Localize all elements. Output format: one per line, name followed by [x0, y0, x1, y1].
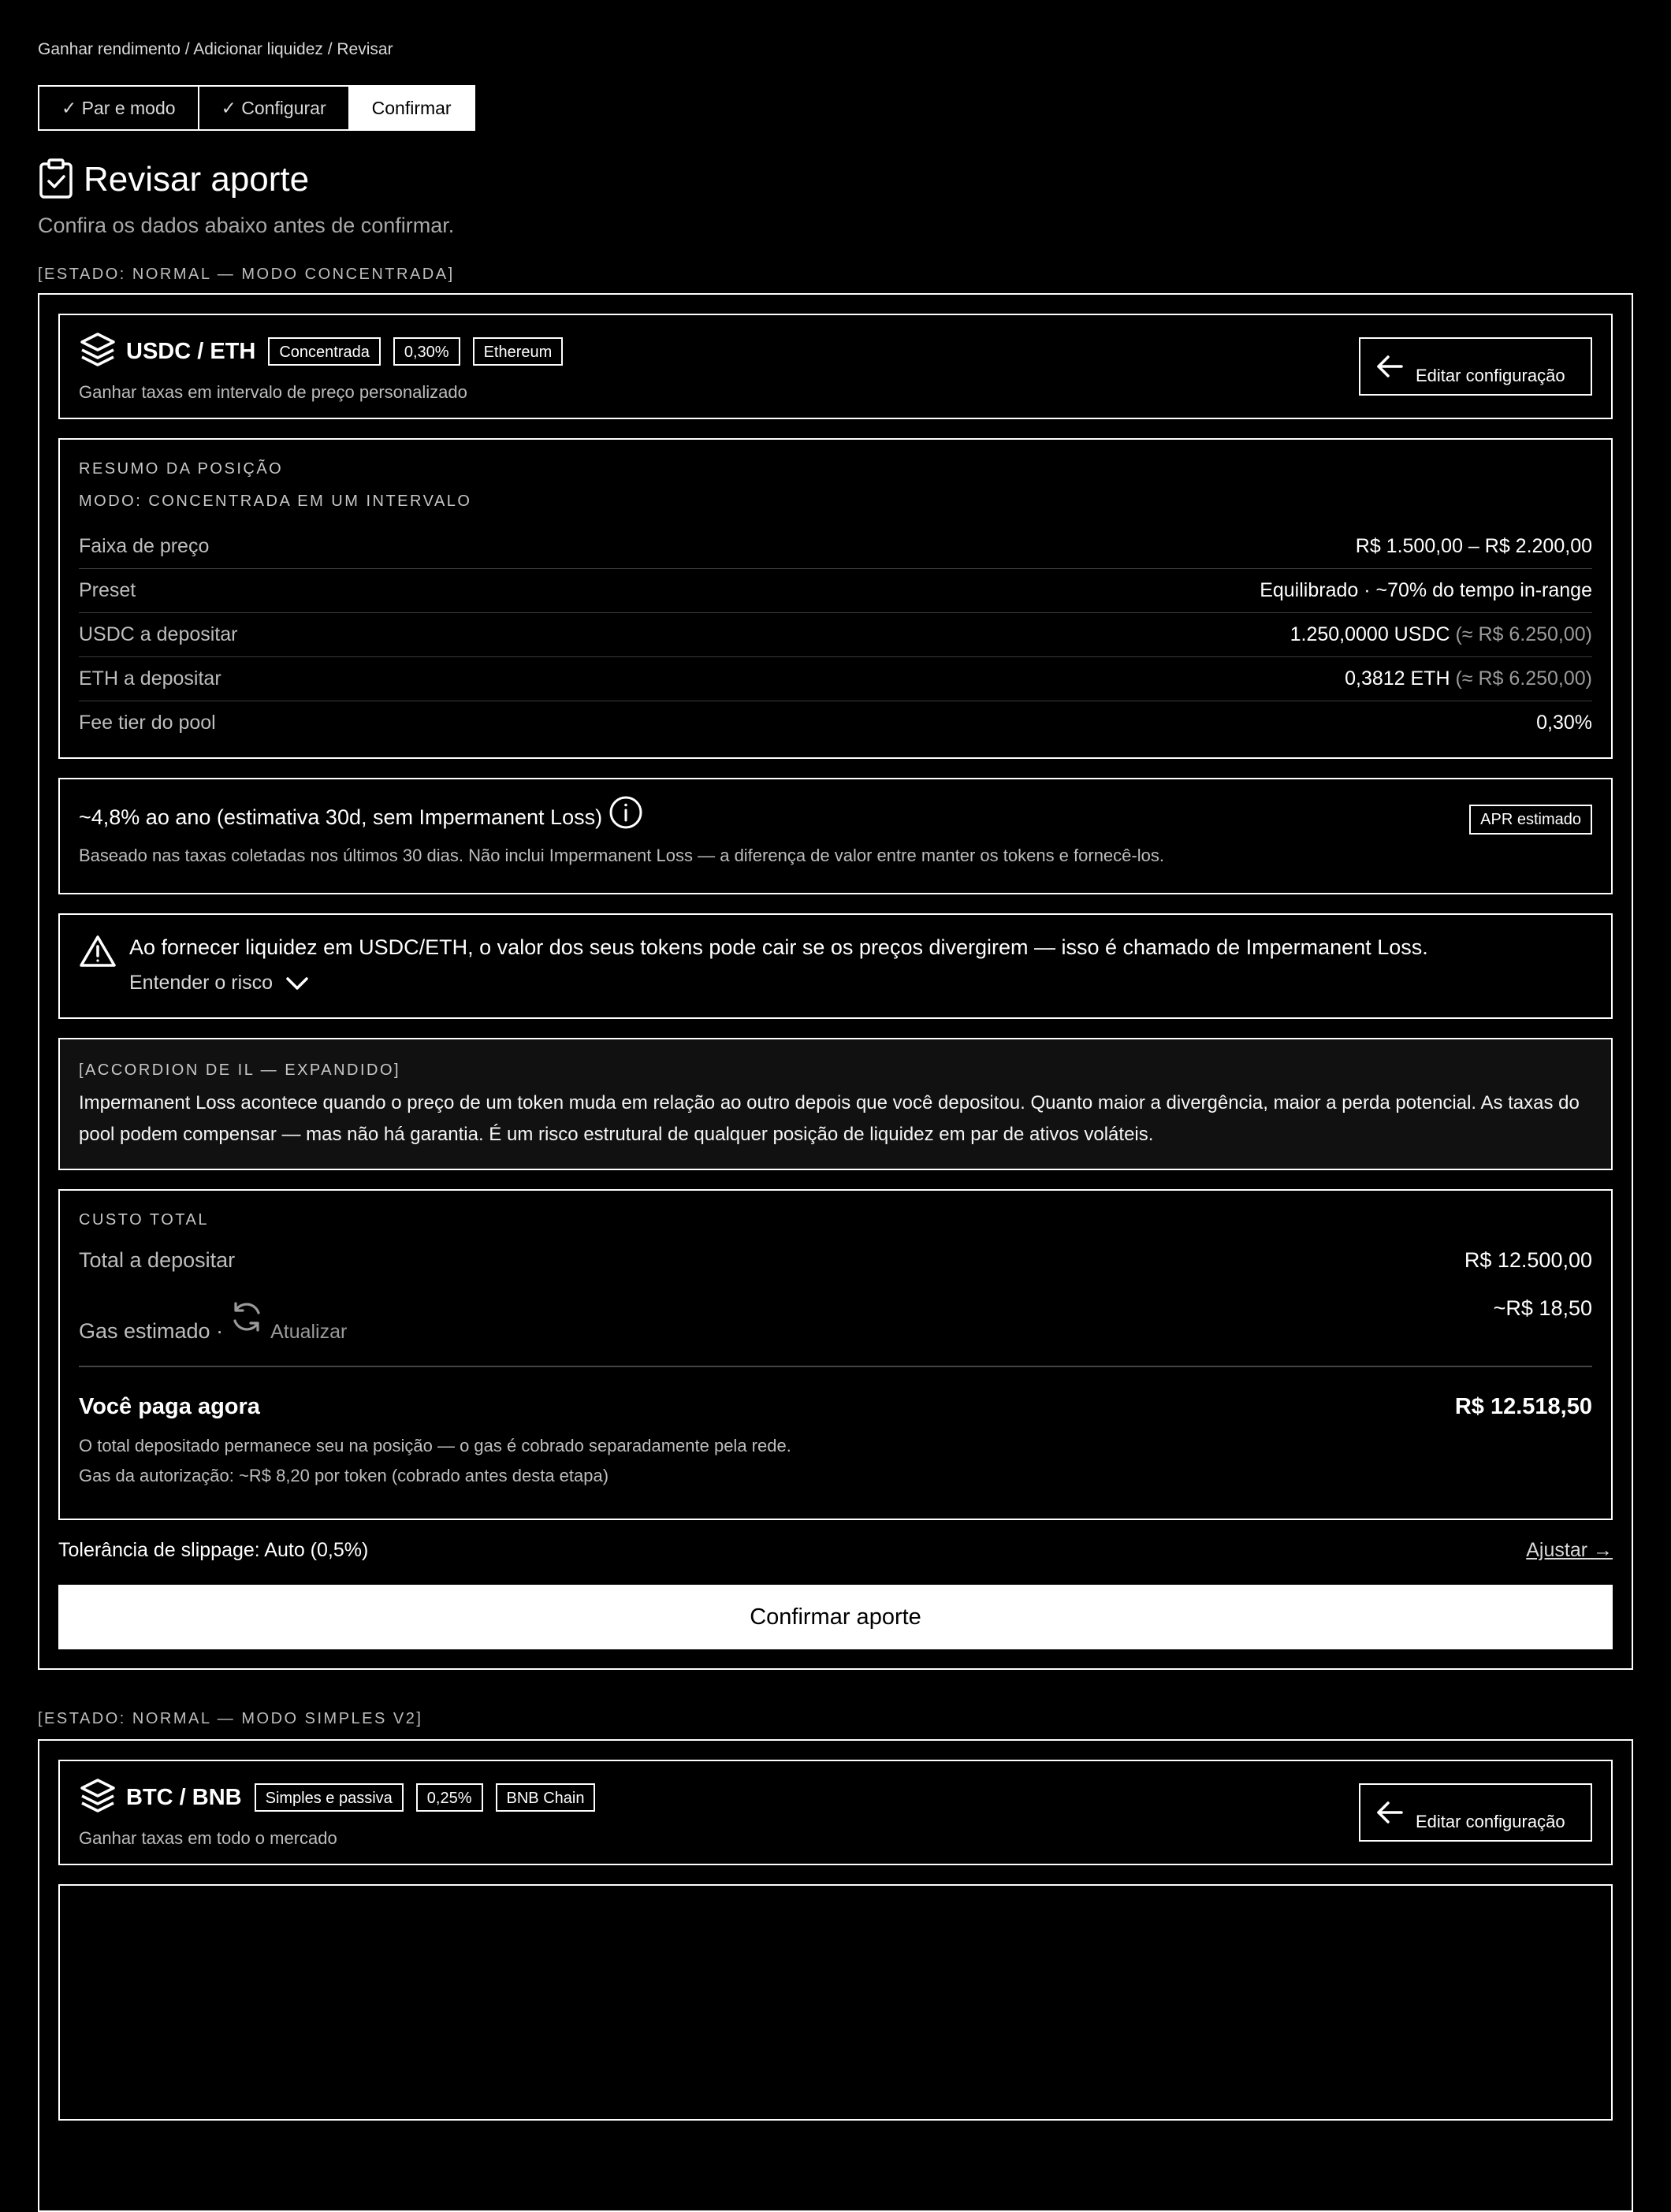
page-title: Revisar aporte: [84, 160, 310, 199]
total-deposit-row: [79, 1248, 1592, 1273]
mode-tag: Simples e passiva: [255, 1783, 404, 1812]
chevron-down-icon: [285, 976, 309, 991]
summary-row-preset: [79, 569, 1592, 613]
page-subtitle: Confira os dados abaixo antes de confirmar.: [38, 214, 455, 237]
layers-icon: [79, 331, 117, 373]
position-summary-card: [58, 1884, 1613, 2121]
pay-now-label: Você paga agora: [79, 1394, 260, 1419]
state-label-concentrated: [ESTADO: NORMAL — MODO CONCENTRADA]: [38, 266, 455, 283]
arrow-left-icon: [1376, 355, 1403, 378]
pay-now-row: [79, 1394, 1592, 1420]
row-key: USDC a depositar: [79, 623, 238, 645]
gas-row: [79, 1284, 1592, 1344]
row-key: Faixa de preço: [79, 535, 210, 557]
total-cost-card: [58, 1189, 1613, 1520]
summary-row-fee-tier: [79, 701, 1592, 745]
total-deposit-label: Total a depositar: [79, 1248, 236, 1272]
apr-badge: APR estimado: [1469, 805, 1592, 835]
total-deposit-value: R$ 12.500,00: [1464, 1248, 1592, 1272]
row-key: Preset: [79, 579, 136, 601]
adjust-slippage-link[interactable]: Ajustar →: [1526, 1538, 1613, 1561]
title-row: [38, 158, 1633, 202]
row-value: R$ 1.500,00 – R$ 2.200,00: [1355, 535, 1592, 557]
row-value-fiat: (≈ R$ 6.250,00): [1450, 623, 1592, 645]
arrow-left-icon: [1376, 1801, 1403, 1824]
gas-value: ~R$ 18,50: [1493, 1296, 1592, 1320]
row-value: Equilibrado · ~70% do tempo in-range: [1260, 579, 1592, 601]
pair-description: Ganhar taxas em intervalo de preço personalizado: [79, 381, 467, 402]
il-accordion-panel: [58, 1038, 1613, 1170]
warning-triangle-icon: [79, 934, 117, 968]
pair-name: USDC / ETH: [126, 338, 256, 364]
pay-now-value: R$ 12.518,50: [1454, 1394, 1592, 1419]
layers-icon: [79, 1777, 117, 1819]
row-value: 1.250,0000 USDC: [1290, 623, 1450, 645]
gas-label: Gas estimado ·: [79, 1319, 224, 1343]
slippage-row: [58, 1528, 1613, 1572]
breadcrumb: Ganhar rendimento / Adicionar liquidez / Revisar: [38, 40, 393, 58]
step-pair-mode[interactable]: ✓ Par e modo: [38, 85, 199, 131]
clipboard-check-icon: [38, 158, 74, 203]
summary-mode-label: MODO: CONCENTRADA EM UM INTERVALO: [79, 493, 472, 510]
cost-note-approval-gas: Gas da autorização: ~R$ 8,20 por token (cobrado antes desta etapa): [79, 1466, 609, 1485]
edit-configuration-label: Editar configuração: [1416, 366, 1565, 385]
row-value: 0,3812 ETH: [1345, 667, 1450, 690]
understand-risk-toggle[interactable]: [129, 972, 1428, 994]
total-cost-label: CUSTO TOTAL: [79, 1211, 209, 1229]
edit-configuration-button[interactable]: [1359, 337, 1592, 396]
cost-note-deposit: O total depositado permanece seu na posição — o gas é cobrado separadamente pela rede.: [79, 1436, 791, 1455]
position-summary-card: [58, 438, 1613, 759]
summary-row-eth: [79, 657, 1592, 701]
pair-name: BTC / BNB: [126, 1784, 242, 1810]
apr-description: Baseado nas taxas coletadas nos últimos 30 dias. Não inclui Impermanent Loss — a diferença de valor entre manter os tokens e fornecê-los.: [79, 846, 1164, 865]
il-warning-text: Ao fornecer liquidez em USDC/ETH, o valor dos seus tokens pode cair se os preços divergirem — isso é chamado de Impermanent Loss.: [129, 935, 1428, 959]
review-panel-simple: [38, 1739, 1633, 2212]
summary-label: RESUMO DA POSIÇÃO: [79, 460, 284, 478]
edit-configuration-label: Editar configuração: [1416, 1812, 1565, 1831]
summary-row-usdc: [79, 613, 1592, 657]
divider: [79, 1366, 1592, 1367]
pair-description: Ganhar taxas em todo o mercado: [79, 1827, 337, 1848]
step-confirm: Confirmar: [350, 85, 475, 131]
row-value-fiat: (≈ R$ 6.250,00): [1450, 667, 1592, 690]
summary-row-price-range: [79, 525, 1592, 569]
fee-tag: 0,25%: [416, 1783, 483, 1812]
slippage-label: Tolerância de slippage: Auto (0,5%): [58, 1538, 369, 1561]
pair-card: [58, 1760, 1613, 1865]
fee-tag: 0,30%: [393, 337, 460, 366]
confirm-deposit-button[interactable]: Confirmar aporte: [58, 1585, 1613, 1649]
apr-value: ~4,8% ao ano (estimativa 30d, sem Impermanent Loss): [79, 805, 603, 829]
understand-risk-label: Entender o risco: [129, 972, 274, 994]
info-icon[interactable]: [608, 795, 643, 830]
il-warning-card: [58, 913, 1613, 1019]
row-key: Fee tier do pool: [79, 712, 216, 734]
row-key: ETH a depositar: [79, 667, 221, 690]
state-label-simple: [ESTADO: NORMAL — MODO SIMPLES V2]: [38, 1710, 423, 1727]
il-accordion-label: [ACCORDION DE IL — EXPANDIDO]: [79, 1061, 401, 1079]
edit-configuration-button[interactable]: [1359, 1783, 1592, 1842]
pair-card: [58, 314, 1613, 419]
apr-card: [58, 778, 1613, 894]
network-tag: Ethereum: [473, 337, 564, 366]
refresh-icon[interactable]: [229, 1299, 264, 1334]
refresh-gas-button[interactable]: Atualizar: [270, 1321, 348, 1343]
review-panel-concentrated: [38, 293, 1633, 1670]
mode-tag: Concentrada: [268, 337, 381, 366]
network-tag: BNB Chain: [496, 1783, 596, 1812]
stepper: [38, 85, 1633, 131]
il-accordion-text: Impermanent Loss acontece quando o preço de um token muda em relação ao outro depois que você depositou. Quanto maior a divergência, maior a perda potencial. As taxas do pool podem compensar — mas não há garantia. É um risco estrutural de qualquer posição de liquidez em par de ativos voláteis.: [79, 1092, 1580, 1145]
step-configure[interactable]: ✓ Configurar: [199, 85, 350, 131]
row-value: 0,30%: [1536, 712, 1592, 734]
